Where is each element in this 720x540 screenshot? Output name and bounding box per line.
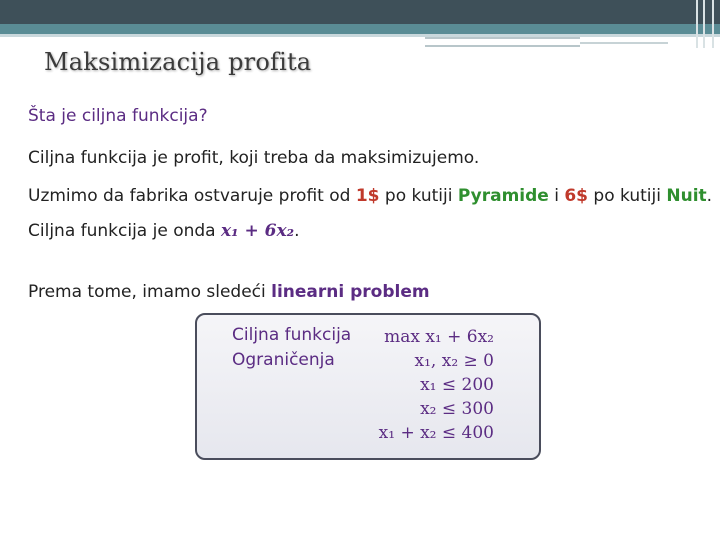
header-vertical-line [703,0,705,48]
constraint-row: x₁ ≤ 200 [420,375,494,395]
header-vertical-line [712,0,714,48]
constraints-label: Ograničenja [232,350,335,370]
linear-problem-highlight: linearni problem [271,282,430,302]
objective-expression: max x₁ + 6x₂ [384,327,494,347]
product-1: Pyramide [457,186,549,206]
product-2: Nuit [666,186,707,206]
objective-formula: x₁ + 6x₂ [221,221,295,241]
text-segment: . [294,221,300,241]
text-segment: i [548,186,565,206]
text-line-2 [28,186,712,206]
price-1: 1$ [355,186,380,206]
text-segment: Ciljna funkcija je onda [28,221,222,241]
header-accent-line [580,37,668,44]
header-vertical-line [696,0,698,48]
objective-label: Ciljna funkcija [232,325,352,345]
text-segment: po kutiji [588,186,667,206]
text-segment: Prema tome, imamo sledeći [28,282,272,302]
text-line-3 [28,221,300,241]
text-segment: . [706,186,713,206]
text-line-4 [28,282,430,302]
header-bar-dark [0,0,720,24]
header-accent-line [425,37,580,47]
header-bar-teal [0,24,720,34]
text-line-1: Ciljna funkcija je profit, koji treba da maksimizujemo. [28,148,480,168]
question-heading: Šta je ciljna funkcija? [28,106,208,126]
constraint-row: x₁ + x₂ ≤ 400 [378,423,494,443]
constraint-row: x₁, x₂ ≥ 0 [414,351,494,371]
slide-title: Maksimizacija profita [44,48,312,76]
text-segment: po kutiji [379,186,458,206]
price-2: 6$ [564,186,589,206]
constraint-row: x₂ ≤ 300 [420,399,494,419]
text-segment: Uzmimo da fabrika ostvaruje profit od [28,186,356,206]
